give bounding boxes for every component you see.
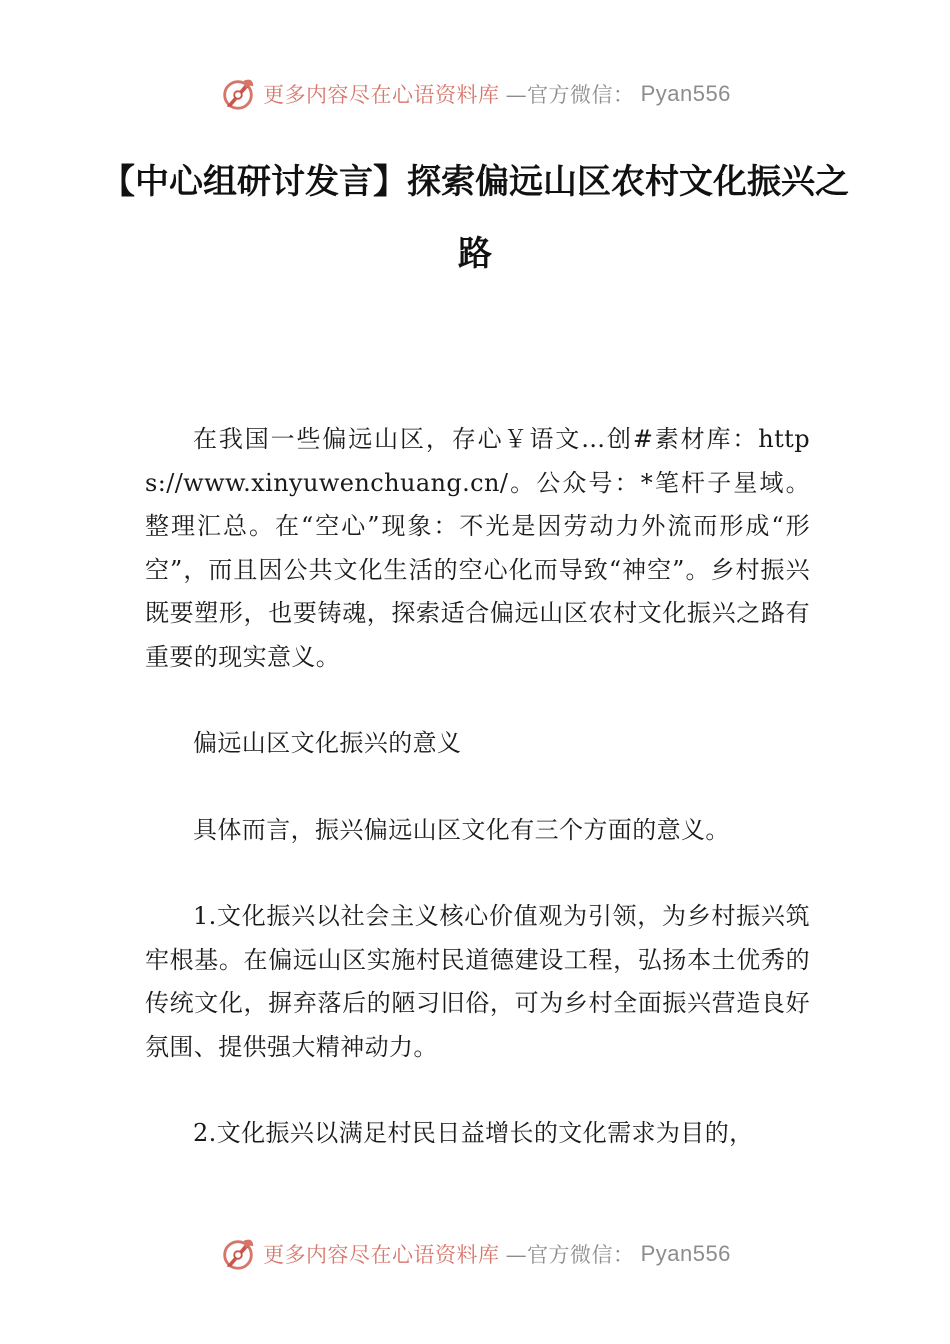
body-paragraph-intro: 在我国一些偏远山区，存心￥语文…创#素材库：https://www.xinyuwenchuang.cn/。公众号：*笔杆子星域。整理汇总。在“空心”现象：不光是因劳动力外流而形成“形空”，而且因公共文化生活的空心化而导致“神空”。乡村振兴既要塑形，也要铸魂，探索适合偏远山区农村文化振兴之路有重要的现实意义。 [145, 425, 810, 671]
body-paragraph-point-1: 1.文化振兴以社会主义核心价值观为引领，为乡村振兴筑牢根基。在偏远山区实施村民道德建设工程，弘扬本土优秀的传统文化，摒弃落后的陋习旧俗，可为乡村全面振兴营造良好氛围、提供强大精神动力。 [145, 902, 810, 1061]
footer-separator-text: —官方微信： [505, 1243, 635, 1267]
section-heading: 偏远山区文化振兴的意义 [193, 729, 462, 757]
footer-banner [0, 1232, 950, 1276]
quill-pen-logo-icon [219, 1235, 257, 1273]
header-brand-text: 更多内容尽在心语资料库 [263, 83, 500, 107]
body-paragraph-summary: 具体而言，振兴偏远山区文化有三个方面的意义。 [193, 815, 730, 844]
quill-pen-logo-icon [219, 75, 257, 113]
footer-brand-text: 更多内容尽在心语资料库 [263, 1243, 500, 1267]
header-wechat-id: Pyan556 [640, 81, 731, 106]
footer-wechat-id: Pyan556 [640, 1241, 731, 1266]
header-banner [0, 72, 950, 116]
document-body [145, 418, 810, 1199]
body-paragraph-point-2: 2.文化振兴以满足村民日益增长的文化需求为目的， [193, 1119, 754, 1147]
document-title: 【中心组研讨发言】探索偏远山区农村文化振兴之路 [101, 162, 849, 274]
header-separator-text: —官方微信： [505, 83, 635, 107]
